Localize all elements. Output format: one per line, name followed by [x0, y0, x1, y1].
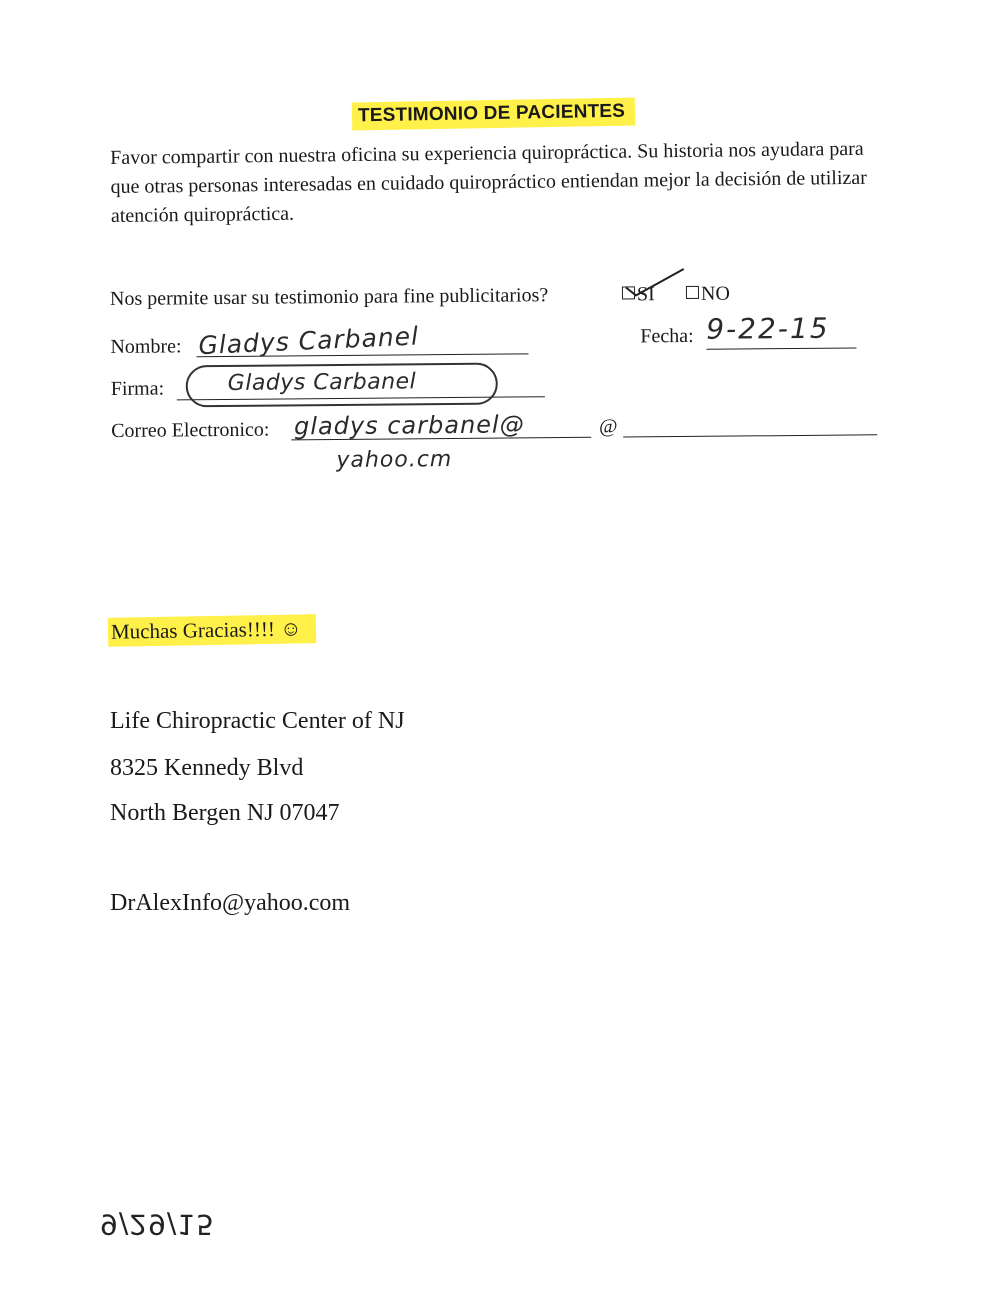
email-at-sign: @ — [599, 415, 618, 438]
date-label: Fecha: — [640, 324, 694, 348]
option-yes-label: SI — [636, 283, 655, 306]
form-title: TESTIMONIO DE PACIENTES — [352, 98, 636, 131]
checkbox-no[interactable] — [686, 286, 699, 299]
signature-handwritten[interactable] — [186, 363, 498, 408]
clinic-city: North Bergen NJ 07047 — [110, 800, 340, 826]
signature-label: Firma: — [110, 377, 165, 400]
email-handwritten-line1[interactable]: gladys carbanel@ — [293, 410, 525, 441]
email-label: Correo Electronico: — [111, 418, 270, 442]
option-no-label: NO — [700, 282, 730, 305]
form-fields — [0, 0, 1000, 501]
date-stamp-handwritten: 9/29/15 — [100, 1208, 215, 1241]
name-handwritten[interactable]: Gladys Carbanel — [197, 321, 420, 361]
date-handwritten[interactable]: 9-22-15 — [706, 311, 830, 346]
checkmark-icon — [622, 265, 692, 306]
consent-option-no[interactable] — [686, 283, 730, 306]
clinic-email[interactable]: DrAlexInfo@yahoo.com — [110, 890, 351, 916]
consent-question: Nos permite usar su testimonio para fine publicitarios? — [109, 284, 549, 310]
date-line — [706, 347, 856, 349]
name-label: Nombre: — [110, 335, 182, 358]
intro-paragraph: Favor compartir con nuestra oficina su experiencia quiropráctica. Su historia nos ayudara para que otras personas interesadas en cuidado quiropráctico entiendan mejor la decisión de utilizar atención quiropráctica. — [110, 137, 867, 227]
email-line-domain — [623, 434, 877, 437]
thanks-note: Muchas Gracias!!!! ☺ — [108, 614, 316, 647]
signature-text: Gladys Carbanel — [227, 369, 417, 396]
clinic-name: Life Chiropractic Center of NJ — [110, 708, 405, 734]
email-handwritten-line2[interactable]: yahoo.cm — [336, 447, 453, 474]
clinic-street: 8325 Kennedy Blvd — [110, 755, 304, 781]
